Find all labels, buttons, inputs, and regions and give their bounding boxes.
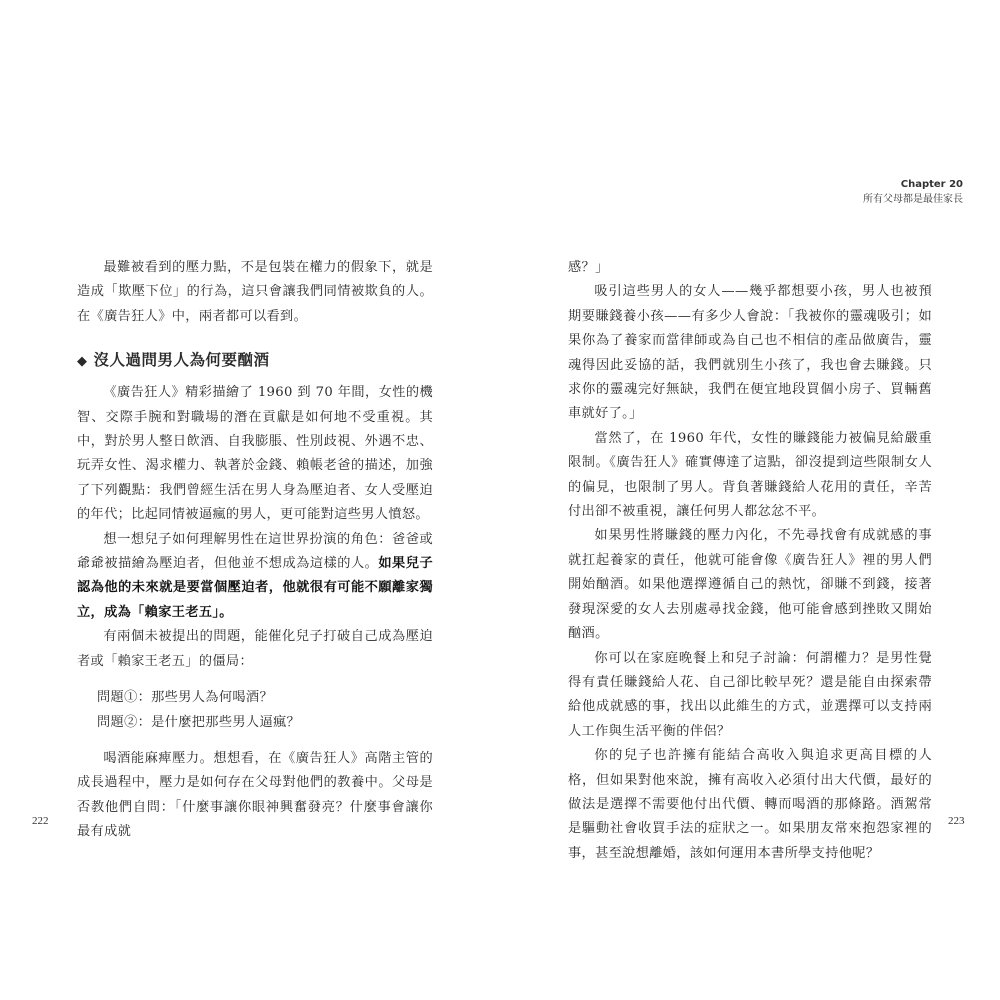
page-number-left: 222 [32, 815, 49, 827]
paragraph: 感？」 [568, 260, 609, 275]
running-head [863, 178, 963, 207]
question-2: 問題②：是什麼把那些男人逼瘋？ [97, 714, 301, 730]
chapter-label: Chapter 20 [900, 179, 963, 190]
chapter-title: 所有父母都是最佳家長 [863, 194, 963, 205]
section-heading-text: 沒人過問男人為何要酗酒 [93, 351, 270, 370]
question-1: 問題①：那些男人為何喝酒？ [97, 690, 273, 706]
section-heading [77, 347, 433, 375]
paragraph: 喝酒能麻痺壓力。想想看，在《廣告狂人》高階主管的成長過程中，壓力是如何存在父母對他們的教養中。父母是否教他們自問：「什麼事讓你眼神興奮發亮？什麼事會讓你最有成就 [77, 750, 433, 840]
paragraph-text: 想一想兒子如何理解男性在這世界扮演的角色：爸爸或爺爺被描繪為壓迫者，但他並不想成為這樣的人。 [77, 531, 433, 572]
page-number-right: 223 [948, 815, 965, 827]
paragraph: 你可以在家庭晚餐上和兒子討論：何謂權力？是男性覺得有責任賺錢給人花、自己卻比較早死？還是能自由探索帶給他成就感的事，找出以此維生的方式，並選擇可以支持兩人工作與生活平衡的伴侶？ [568, 650, 932, 739]
paragraph: 有兩個未被提出的問題，能催化兒子打破自己成為壓迫者或「賴家王老五」的僵局： [77, 629, 433, 669]
paragraph: 吸引這些男人的女人——幾乎都想要小孩，男人也被預期要賺錢養小孩——有多少人會說：「我被你的靈魂吸引；如果你為了養家而當律師或為自己也不相信的產品做廣告，靈魂得因此妥協的話，我們就別生小孩了，我也會去賺錢。只求你的靈魂完好無缺，我們在便宜地段買個小房子、買輛舊車就好了。」 [568, 284, 932, 422]
paragraph: 最難被看到的壓力點，不是包裝在權力的假象下，就是造成「欺壓下位」的行為，這只會讓我們同情被欺負的人。在《廣告狂人》中，兩者都可以看到。 [77, 260, 433, 324]
paragraph: 如果男性將賺錢的壓力內化，不先尋找會有成就感的事就扛起養家的責任，他就可能會像《廣告狂人》裡的男人們開始酗酒。如果他選擇遵循自己的熱忱，卻賺不到錢，接著發現深愛的女人去別處尋找金錢，他可能會感到挫敗又開始酗酒。 [568, 528, 932, 642]
emphasis-text: 如果兒子認為他的未來就是要當個壓迫者，他就很有可能不願離家獨立，成為「賴家王老五」。 [77, 556, 433, 620]
paragraph: 你的兒子也許擁有能結合高收入與追求更高目標的人格，但如果對他來說，擁有高收入必須付出大代價，最好的做法是選擇不需要他付出代價、轉而喝酒的那條路。酒駕常是驅動社會收買手法的症狀之一。如果朋友常來抱怨家裡的事，甚至說想離婚，該如何運用本書所學支持他呢？ [568, 748, 932, 861]
right-page-body [568, 256, 932, 866]
paragraph: 當然了，在 1960 年代，女性的賺錢能力被偏見給嚴重限制。《廣告狂人》確實傳達了這點，卻沒提到這些限制女人的偏見，也限制了男人。背負著賺錢給人花用的責任，辛苦付出卻不被重視，讓任何男人都忿忿不平。 [568, 430, 932, 520]
paragraph [77, 528, 433, 626]
left-page-body [77, 256, 433, 845]
paragraph: 《廣告狂人》精彩描繪了 1960 到 70 年間，女性的機智、交際手腕和對職場的潛在貢獻是如何地不受重視。其中，對於男人整日飲酒、自我膨脹、性別歧視、外遇不忠、玩弄女性、渴求權力、執著於金錢、賴帳老爸的描述，加強了下列觀點：我們曾經生活在男人身為壓迫者、女人受壓迫的年代；比起同情被逼瘋的男人，更可能對這些男人憤怒。 [77, 385, 433, 523]
diamond-bullet-icon: ◆ [77, 354, 88, 370]
